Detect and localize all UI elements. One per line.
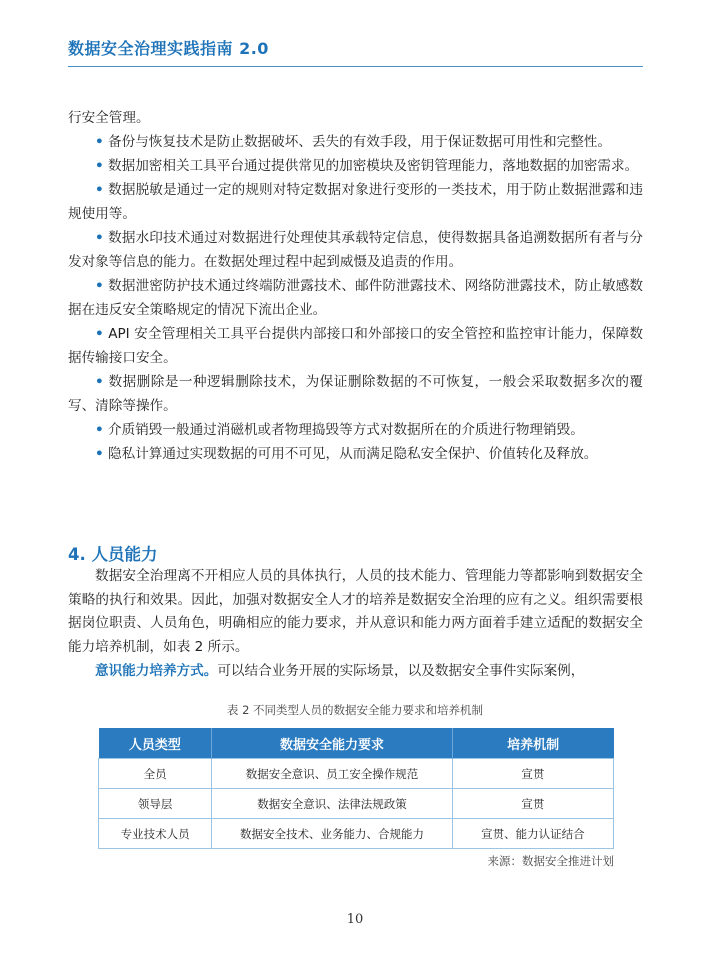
bullet-dot-icon: • bbox=[95, 278, 104, 294]
table-cell: 数据安全意识、法律法规政策 bbox=[212, 789, 453, 819]
table-row bbox=[99, 789, 614, 819]
capability-table bbox=[98, 728, 614, 849]
bullet-item: • 数据水印技术通过对数据进行处理使其承载特定信息，使得数据具备追溯数据所有者与分发对象等信息的能力。在数据处理过程中起到威慑及追责的作用。 bbox=[68, 230, 643, 270]
bullet-item: • 介质销毁一般通过消磁机或者物理捣毁等方式对数据所在的介质进行物理销毁。 bbox=[95, 422, 584, 438]
table-row bbox=[99, 759, 614, 789]
bullet-item: • 数据加密相关工具平台通过提供常见的加密模块及密钥管理能力，落地数据的加密需求。 bbox=[95, 158, 639, 174]
bullet-dot-icon: • bbox=[95, 134, 104, 150]
bullet-dot-icon: • bbox=[95, 182, 104, 198]
table-row bbox=[99, 819, 614, 849]
table-source: 来源：数据安全推进计划 bbox=[487, 854, 614, 868]
table-header-cell: 培养机制 bbox=[452, 728, 613, 759]
bullet-item: • 备份与恢复技术是防止数据破坏、丢失的有效手段，用于保证数据可用性和完整性。 bbox=[95, 134, 611, 150]
table-caption: 表 2 不同类型人员的数据安全能力要求和培养机制 bbox=[226, 703, 484, 717]
table-header-cell: 人员类型 bbox=[99, 728, 212, 759]
page-number: 10 bbox=[346, 912, 364, 927]
bullet-dot-icon: • bbox=[95, 326, 104, 342]
table-cell: 全员 bbox=[99, 759, 212, 789]
table-header-cell: 数据安全能力要求 bbox=[212, 728, 453, 759]
section-heading: 4. 人员能力 bbox=[68, 545, 158, 564]
bullet-dot-icon: • bbox=[95, 230, 104, 246]
bullet-item: • 隐私计算通过实现数据的可用不可见，从而满足隐私安全保护、价值转化及释放。 bbox=[95, 446, 598, 462]
highlight-phrase: 意识能力培养方式。 bbox=[95, 662, 218, 679]
section-body bbox=[68, 565, 643, 684]
bullet-dot-icon: • bbox=[95, 446, 104, 462]
table-header-row bbox=[99, 728, 614, 759]
intro-line: 行安全管理。 bbox=[68, 110, 150, 126]
table-cell: 数据安全技术、业务能力、合规能力 bbox=[212, 819, 453, 849]
table-cell: 宣贯、能力认证结合 bbox=[452, 819, 613, 849]
section-paragraph: 意识能力培养方式。可以结合业务开展的实际场景，以及数据安全事件实际案例， bbox=[95, 662, 585, 679]
bullet-dot-icon: • bbox=[95, 374, 104, 390]
bullet-item: • 数据删除是一种逻辑删除技术，为保证删除数据的不可恢复，一般会采取数据多次的覆写、清除等操作。 bbox=[68, 374, 643, 414]
bullet-item: • API 安全管理相关工具平台提供内部接口和外部接口的安全管控和监控审计能力，保障数据传输接口安全。 bbox=[68, 326, 643, 366]
table-cell: 数据安全意识、员工安全操作规范 bbox=[212, 759, 453, 789]
bullet-item: • 数据脱敏是通过一定的规则对特定数据对象进行变形的一类技术，用于防止数据泄露和违规使用等。 bbox=[68, 182, 643, 222]
bullet-item: • 数据泄密防护技术通过终端防泄露技术、邮件防泄露技术、网络防泄露技术，防止敏感数据在违反安全策略规定的情况下流出企业。 bbox=[68, 278, 643, 318]
bullet-dot-icon: • bbox=[95, 158, 104, 174]
table-cell: 领导层 bbox=[99, 789, 212, 819]
technology-list bbox=[68, 106, 643, 466]
table-cell: 宣贯 bbox=[452, 789, 613, 819]
header-rule bbox=[68, 66, 643, 67]
section-paragraph: 数据安全治理离不开相应人员的具体执行，人员的技术能力、管理能力等都影响到数据安全策略的执行和效果。因此，加强对数据安全人才的培养是数据安全治理的应有之义。组织需要根据岗位职责、人员角色，明确相应的能力要求，并从意识和能力两方面着手建立适配的数据安全能力培养机制，如表 2 所示。 bbox=[68, 568, 643, 656]
bullet-dot-icon: • bbox=[95, 422, 104, 438]
table-cell: 宣贯 bbox=[452, 759, 613, 789]
running-title: 数据安全治理实践指南 2.0 bbox=[68, 39, 269, 58]
table-cell: 专业技术人员 bbox=[99, 819, 212, 849]
